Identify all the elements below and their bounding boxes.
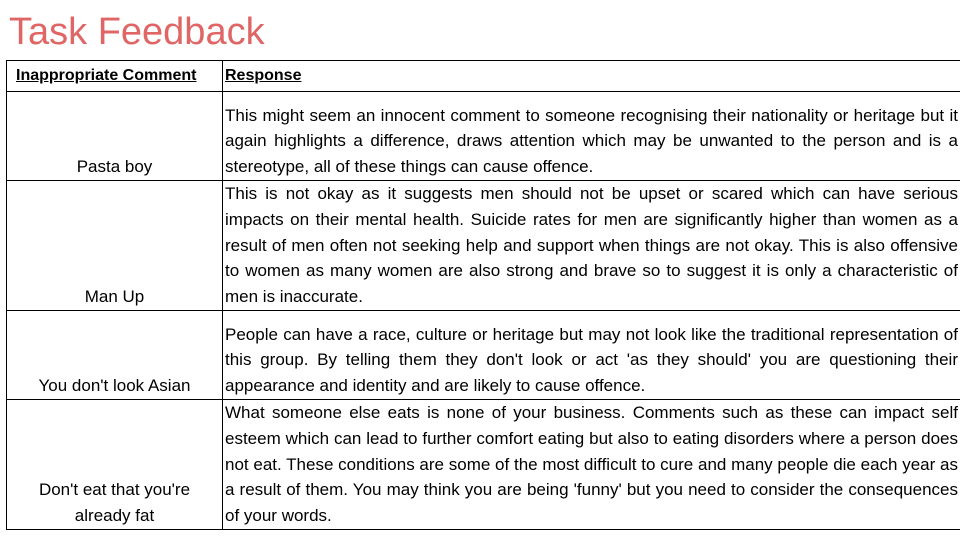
- response-cell: This might seem an innocent comment to someone recognising their nationality or heritage but it again highlights a difference, draws attention which may be unwanted to the person and is a stereotype, all of these things can cause offence.: [223, 92, 960, 181]
- table-header-row: [7, 61, 960, 92]
- feedback-table: [6, 60, 960, 530]
- comment-cell: You don't look Asian: [7, 310, 223, 399]
- table-row: [7, 399, 960, 529]
- comment-cell: Don't eat that you're already fat: [7, 399, 223, 529]
- response-cell: This is not okay as it suggests men should not be upset or scared which can have serious impacts on their mental health. Suicide rates for men are significantly higher than women as a result of men often not seeking help and support when things are not okay. This is also offensive to women as many women are also strong and brave so to suggest it is only a characteristic of men is inaccurate.: [223, 181, 960, 311]
- response-cell: People can have a race, culture or heritage but may not look like the traditional representation of this group. By telling them they don't look or act 'as they should' you are questioning their appearance and identity and are likely to cause offence.: [223, 310, 960, 399]
- table-row: [7, 92, 960, 181]
- comment-cell: Man Up: [7, 181, 223, 311]
- table-row: [7, 181, 960, 311]
- page-title: Task Feedback: [9, 11, 265, 53]
- column-header-comment: Inappropriate Comment: [7, 61, 223, 92]
- column-header-response: Response: [223, 61, 960, 92]
- response-cell: What someone else eats is none of your business. Comments such as these can impact self esteem which can lead to further comfort eating but also to eating disorders where a person does not eat. These conditions are some of the most difficult to cure and many people die each year as a result of them. You may think you are being 'funny' but you need to consider the consequences of your words.: [223, 399, 960, 529]
- comment-cell: Pasta boy: [7, 92, 223, 181]
- table-row: [7, 310, 960, 399]
